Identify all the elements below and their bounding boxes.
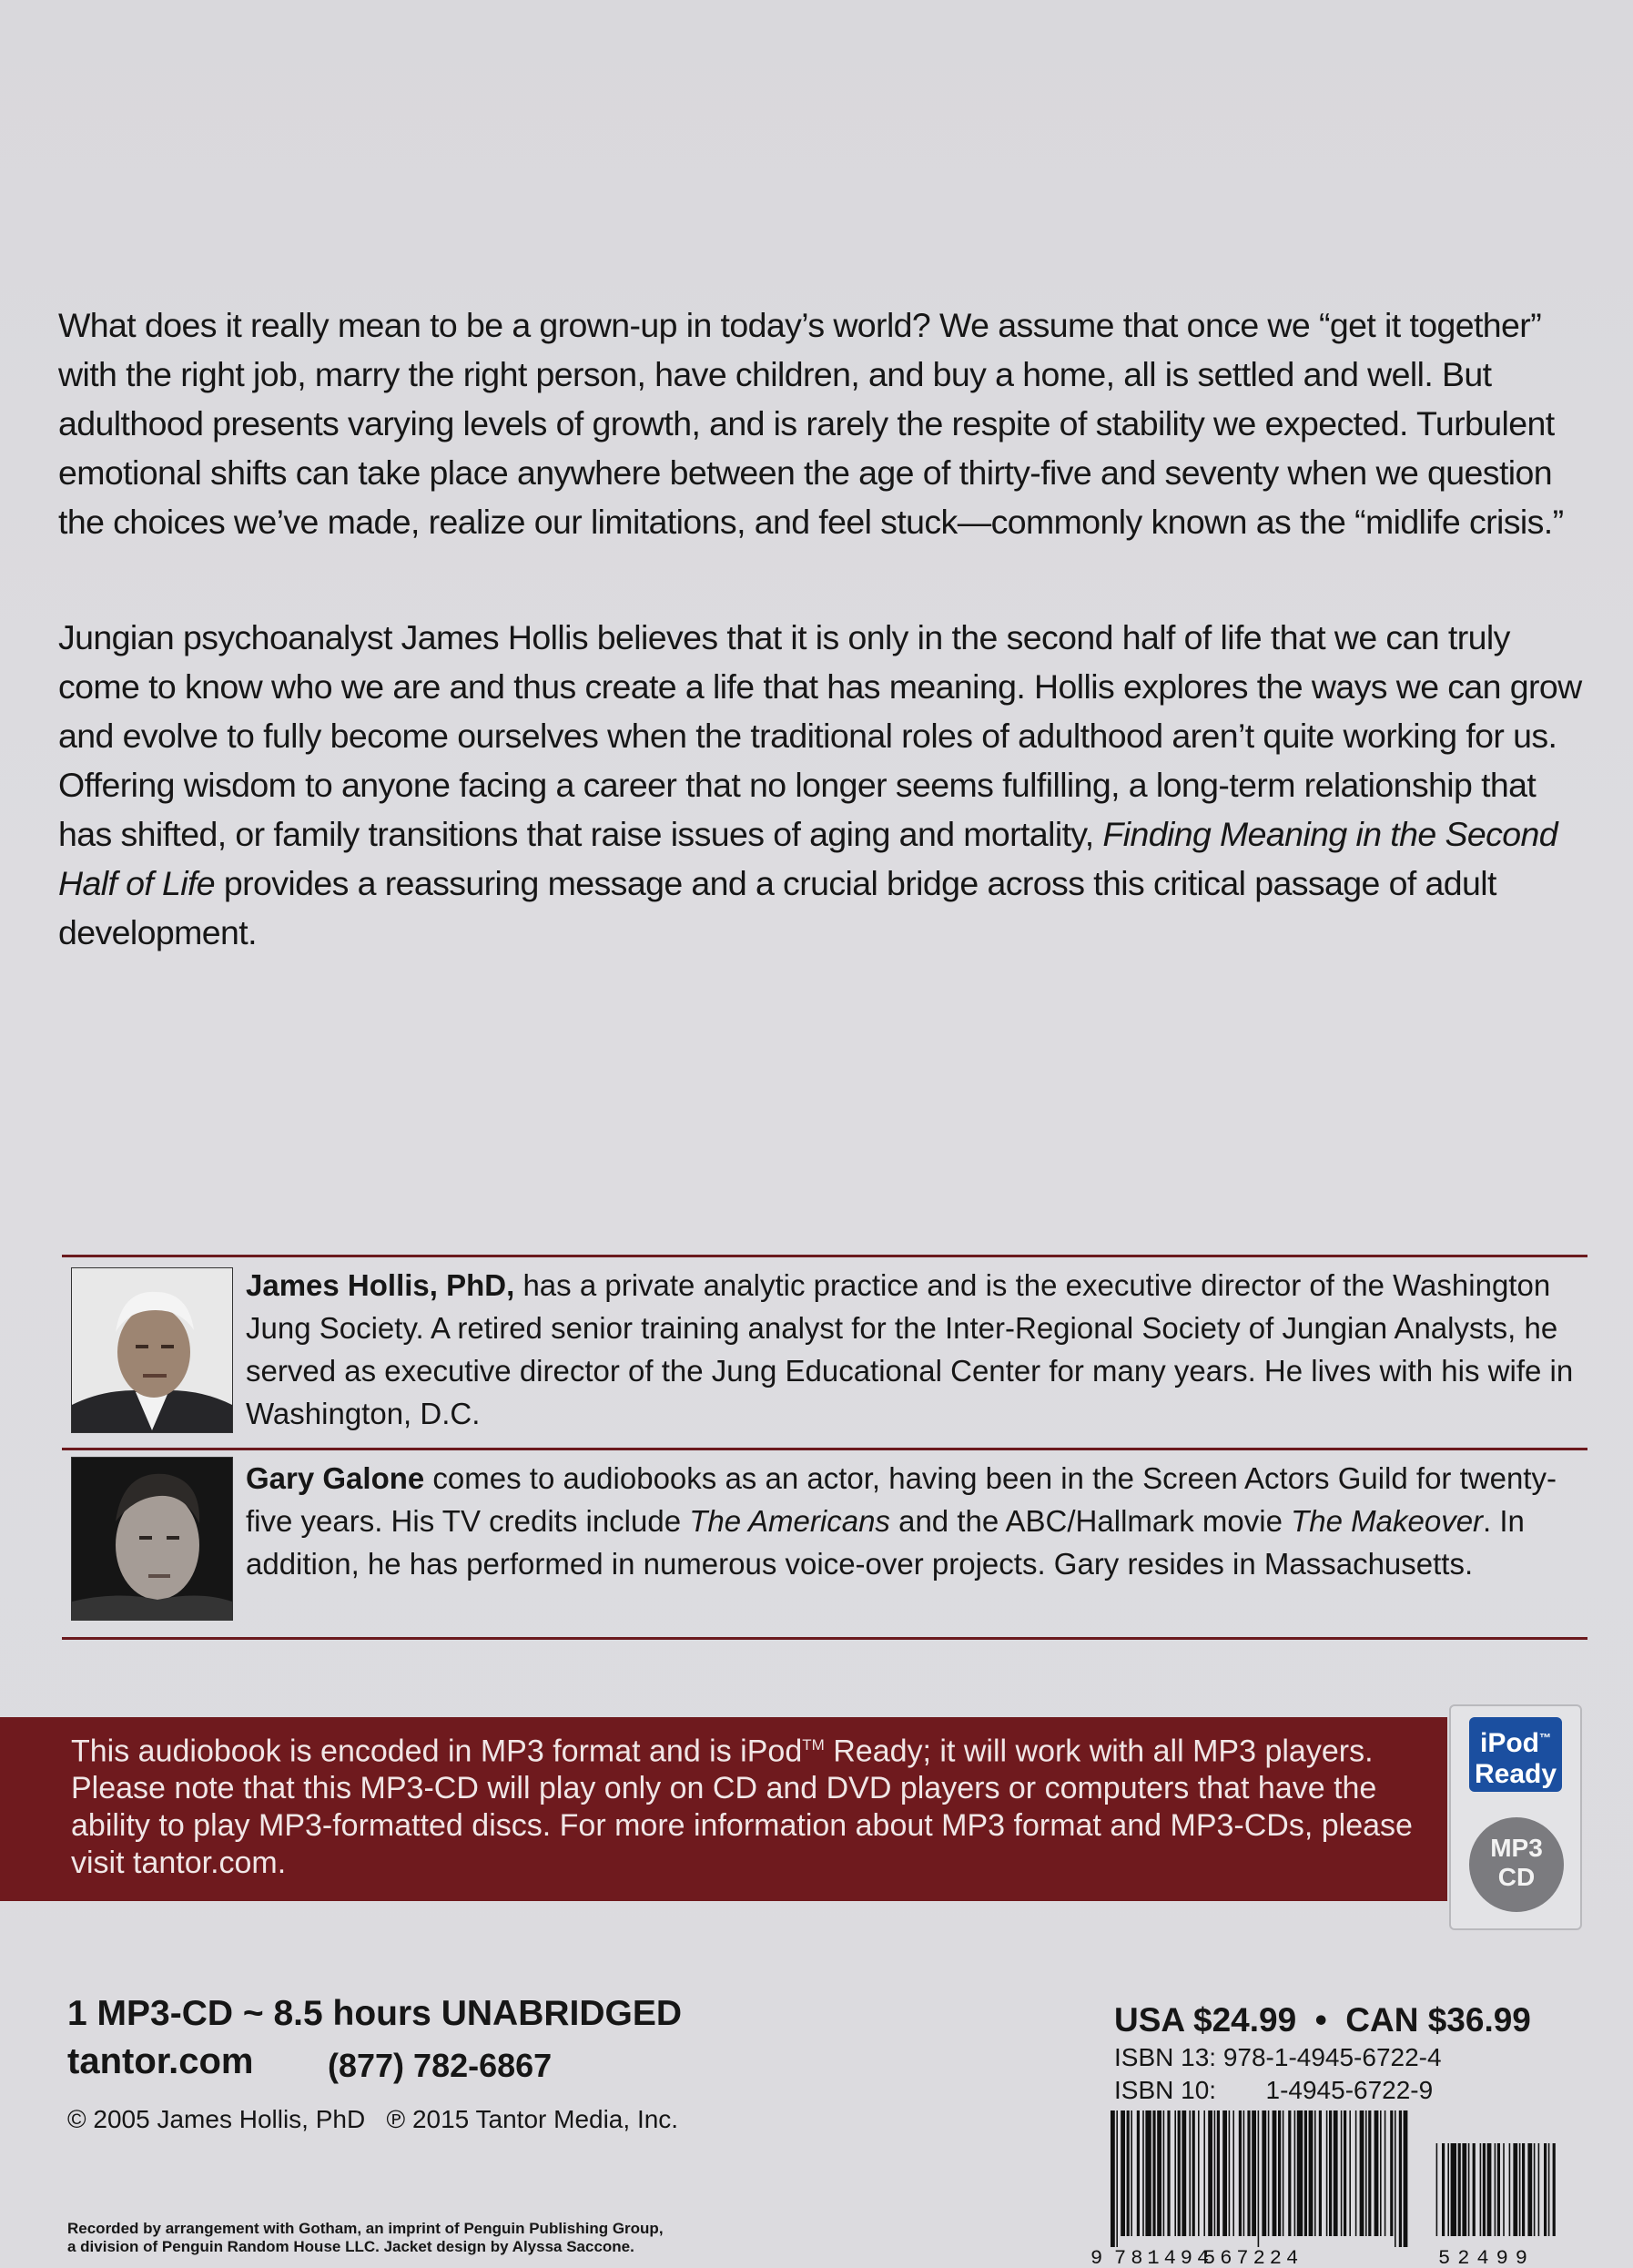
author-photo xyxy=(71,1267,233,1433)
barcode-addon-bar xyxy=(1487,2143,1492,2236)
barcode-digit-first: 9 xyxy=(1090,2247,1103,2267)
barcode-addon-bar xyxy=(1548,2143,1550,2236)
barcode-addon-bar xyxy=(1468,2143,1470,2236)
barcode-addon-bar xyxy=(1451,2143,1456,2236)
barcode-bar xyxy=(1167,2110,1170,2236)
mp3-notice-part: This audiobook is encoded in MP3 format and is iPod xyxy=(71,1734,803,1769)
mp3-notice-text xyxy=(71,1726,1436,1882)
barcode-bar xyxy=(1192,2110,1195,2236)
barcode-addon-bar xyxy=(1473,2143,1476,2236)
barcode-bar xyxy=(1252,2110,1256,2236)
barcode-bar xyxy=(1243,2110,1245,2236)
barcode-addon-bar xyxy=(1544,2143,1547,2236)
divider-rule xyxy=(62,1448,1587,1450)
description-text-2-a: Jungian psychoanalyst James Hollis believes that it is only in the second half of life that we can truly come to know who we are and thus create a life that has meaning. Hollis explores the ways we can grow and evolve to fully become ourselves when the traditional roles of adulthood aren’t quite working for us. Offering wisdom to anyone facing a career that no longer seems fulfilling, a long-term relationship that has shifted, or family transitions that raise issues of aging and mortality, xyxy=(58,618,1582,853)
divider-rule xyxy=(62,1637,1587,1640)
barcode-bar xyxy=(1349,2110,1351,2236)
barcode-bar xyxy=(1334,2110,1338,2236)
barcode-bar xyxy=(1395,2110,1396,2247)
barcode-addon-bar xyxy=(1458,2143,1461,2236)
barcode-bar xyxy=(1145,2110,1151,2236)
barcode-addon-bar xyxy=(1483,2143,1486,2236)
copyright-line: © 2005 James Hollis, PhD ℗ 2015 Tantor Media, Inc. xyxy=(67,2105,679,2133)
barcode-bar xyxy=(1121,2110,1125,2236)
narrator-bio-part: and the ABC/Hallmark movie xyxy=(889,1504,1292,1538)
barcode-bar xyxy=(1380,2110,1382,2236)
barcode-bar xyxy=(1297,2110,1303,2236)
narrator-bio-text xyxy=(246,1457,1591,1585)
barcode-bar xyxy=(1198,2110,1200,2236)
mp3-notice-part: Ready; it will work with all MP3 players. Please note that this MP3-CD will play only on CD and DVD players or computers that have the ability to play MP3-formatted discs. For more information about MP3 format and MP3-CDs, please visit tantor.com. xyxy=(71,1734,1413,1881)
barcode-addon-bar xyxy=(1527,2143,1532,2236)
barcode-bar xyxy=(1329,2110,1332,2236)
author-name: James Hollis, PhD, xyxy=(246,1268,515,1302)
barcode-bar xyxy=(1368,2110,1371,2236)
barcode-bar xyxy=(1262,2110,1266,2236)
price: USA $24.99 • CAN $36.99 xyxy=(1114,2001,1531,2039)
barcode-bar xyxy=(1283,2110,1284,2236)
barcode-bar xyxy=(1374,2110,1379,2236)
recording-credit xyxy=(67,2220,664,2256)
barcode-bar xyxy=(1268,2110,1270,2236)
ipod-tm: ™ xyxy=(1539,1731,1551,1744)
isbn-13: ISBN 13: 978-1-4945-6722-4 xyxy=(1114,2043,1442,2071)
barcode-addon-bar xyxy=(1513,2143,1517,2236)
barcode-bar xyxy=(1222,2110,1227,2236)
cd-label: CD xyxy=(1497,1863,1536,1891)
ready-label: Ready xyxy=(1474,1759,1557,1789)
barcode-bar xyxy=(1314,2110,1316,2236)
barcode-bar xyxy=(1384,2110,1386,2236)
format-badge xyxy=(1449,1704,1582,1930)
barcode-bar xyxy=(1137,2110,1140,2236)
barcode-addon-bar xyxy=(1436,2143,1438,2236)
barcode-bar xyxy=(1390,2110,1393,2236)
barcode-addon-bar xyxy=(1538,2143,1540,2236)
barcode-addon-bar xyxy=(1509,2143,1511,2236)
barcode-bar xyxy=(1203,2110,1205,2236)
barcode-bar xyxy=(1341,2110,1343,2236)
barcode-bar xyxy=(1344,2110,1346,2236)
isbn-10: ISBN 10: 1-4945-6722-9 xyxy=(1114,2076,1434,2104)
barcode-bar xyxy=(1304,2110,1307,2236)
barcode-bar xyxy=(1273,2110,1277,2236)
narrator-bio-part: comes to audiobooks as an actor, having been in the Screen Actors Guild for twenty-five years. His TV credits include xyxy=(246,1461,1557,1538)
barcode-addon-bar xyxy=(1462,2143,1466,2236)
barcode-bar xyxy=(1278,2110,1281,2236)
author-bio-body: has a private analytic practice and is the executive director of the Washington Jung Society. A retired senior training analyst for the Inter-Regional Society of Jungian Analysts, he served as executive director of the Jung Educational Center for many years. He lives with his wife in Washington, D.C. xyxy=(246,1268,1574,1430)
author-bio-text xyxy=(246,1264,1591,1435)
mp3-cd-disc-icon xyxy=(1469,1817,1564,1912)
barcode-bar xyxy=(1178,2110,1181,2236)
description-text-2 xyxy=(58,613,1587,957)
barcode-bar xyxy=(1258,2110,1260,2247)
ipod-label: iPod xyxy=(1480,1728,1539,1758)
narrator-show-2: The Makeover xyxy=(1291,1504,1484,1538)
narrator-name: Gary Galone xyxy=(246,1461,425,1495)
barcode-bar xyxy=(1142,2110,1144,2236)
credit-line-2: a division of Penguin Random House LLC. Jacket design by Alyssa Saccone. xyxy=(67,2238,634,2255)
format-duration: 1 MP3-CD ~ 8.5 hours UNABRIDGED xyxy=(67,1994,683,2033)
credit-line-1: Recorded by arrangement with Gotham, an imprint of Penguin Publishing Group, xyxy=(67,2220,664,2237)
barcode-addon-bar xyxy=(1497,2143,1500,2236)
trademark-symbol: TM xyxy=(802,1736,825,1754)
barcode-icon xyxy=(1089,2107,1562,2267)
barcode-bar xyxy=(1247,2110,1250,2236)
barcode-addon-bar xyxy=(1519,2143,1521,2236)
barcode-bar xyxy=(1189,2110,1191,2236)
barcode-addon-bar xyxy=(1522,2143,1525,2236)
barcode-addon-bar xyxy=(1442,2143,1445,2236)
barcode-bar xyxy=(1174,2110,1176,2236)
barcode-bar xyxy=(1163,2110,1165,2236)
barcode-bar xyxy=(1288,2110,1291,2236)
barcode-bar xyxy=(1232,2110,1234,2236)
mp3-label: MP3 xyxy=(1490,1834,1543,1862)
barcode-addon-bar xyxy=(1495,2143,1496,2236)
barcode-bar xyxy=(1152,2110,1155,2236)
description-paragraph-2 xyxy=(58,613,1587,957)
narrator-photo xyxy=(71,1457,233,1621)
barcode-bar xyxy=(1229,2110,1231,2236)
barcode-bar xyxy=(1399,2110,1402,2247)
barcode-bar xyxy=(1365,2110,1367,2236)
barcode-bar xyxy=(1217,2110,1220,2236)
narrator-bio xyxy=(71,1457,1591,1630)
barcode-addon-bar xyxy=(1534,2143,1536,2236)
barcode-bar xyxy=(1309,2110,1314,2236)
narrator-bio-part: . In addition, he has performed in numerous voice-over projects. Gary resides in Massachusetts. xyxy=(246,1504,1525,1581)
barcode-bar xyxy=(1127,2110,1130,2236)
barcode-bar xyxy=(1319,2110,1322,2236)
barcode-addon-bar xyxy=(1503,2143,1505,2236)
narrator-show-1: The Americans xyxy=(689,1504,890,1538)
barcode-digits-group-2: 567224 xyxy=(1203,2247,1303,2267)
barcode-bar xyxy=(1404,2110,1408,2247)
barcode-bar xyxy=(1131,2110,1132,2236)
barcode-addon-bar xyxy=(1480,2143,1482,2236)
barcode-addon-digits: 52499 xyxy=(1438,2247,1536,2267)
barcode-addon-bar xyxy=(1447,2143,1449,2236)
publisher-phone: (877) 782-6867 xyxy=(328,2047,553,2084)
barcode-bar xyxy=(1182,2110,1186,2236)
barcode-bar xyxy=(1294,2110,1296,2236)
barcode-digits-group-1: 781494 xyxy=(1114,2247,1214,2267)
barcode-bar xyxy=(1208,2110,1212,2236)
ipod-ready-logo xyxy=(1469,1717,1562,1792)
book-title-italic: Finding Meaning in the Second Half of Life xyxy=(58,815,1558,902)
author-bio xyxy=(71,1266,1591,1448)
description-paragraph-1 xyxy=(58,300,1587,546)
barcode-bar xyxy=(1111,2110,1115,2247)
divider-rule xyxy=(62,1255,1587,1257)
barcode-bar xyxy=(1214,2110,1216,2236)
description-text-2-b: provides a reassuring message and a crucial bridge across this critical passage of adult development. xyxy=(58,864,1496,951)
barcode-bar xyxy=(1157,2110,1161,2236)
publisher-website: tantor.com xyxy=(67,2041,254,2081)
barcode-bar xyxy=(1360,2110,1364,2236)
barcode-bar xyxy=(1239,2110,1242,2236)
barcode-bar xyxy=(1116,2110,1118,2247)
description-text-1: What does it really mean to be a grown-up in today’s world? We assume that once we “get it together” with the right job, marry the right person, have children, and buy a home, all is settled and well. But adulthood presents varying levels of growth, and is rarely the respite of stability we expected. Turbulent emotional shifts can take place anywhere between the age of thirty-five and seventy when we question the choices we’ve made, realize our limitations, and feel stuck—commonly known as the “midlife crisis.” xyxy=(58,306,1564,541)
barcode-addon-bar xyxy=(1553,2143,1556,2236)
barcode-bar xyxy=(1355,2110,1357,2236)
barcode-bar xyxy=(1326,2110,1328,2236)
